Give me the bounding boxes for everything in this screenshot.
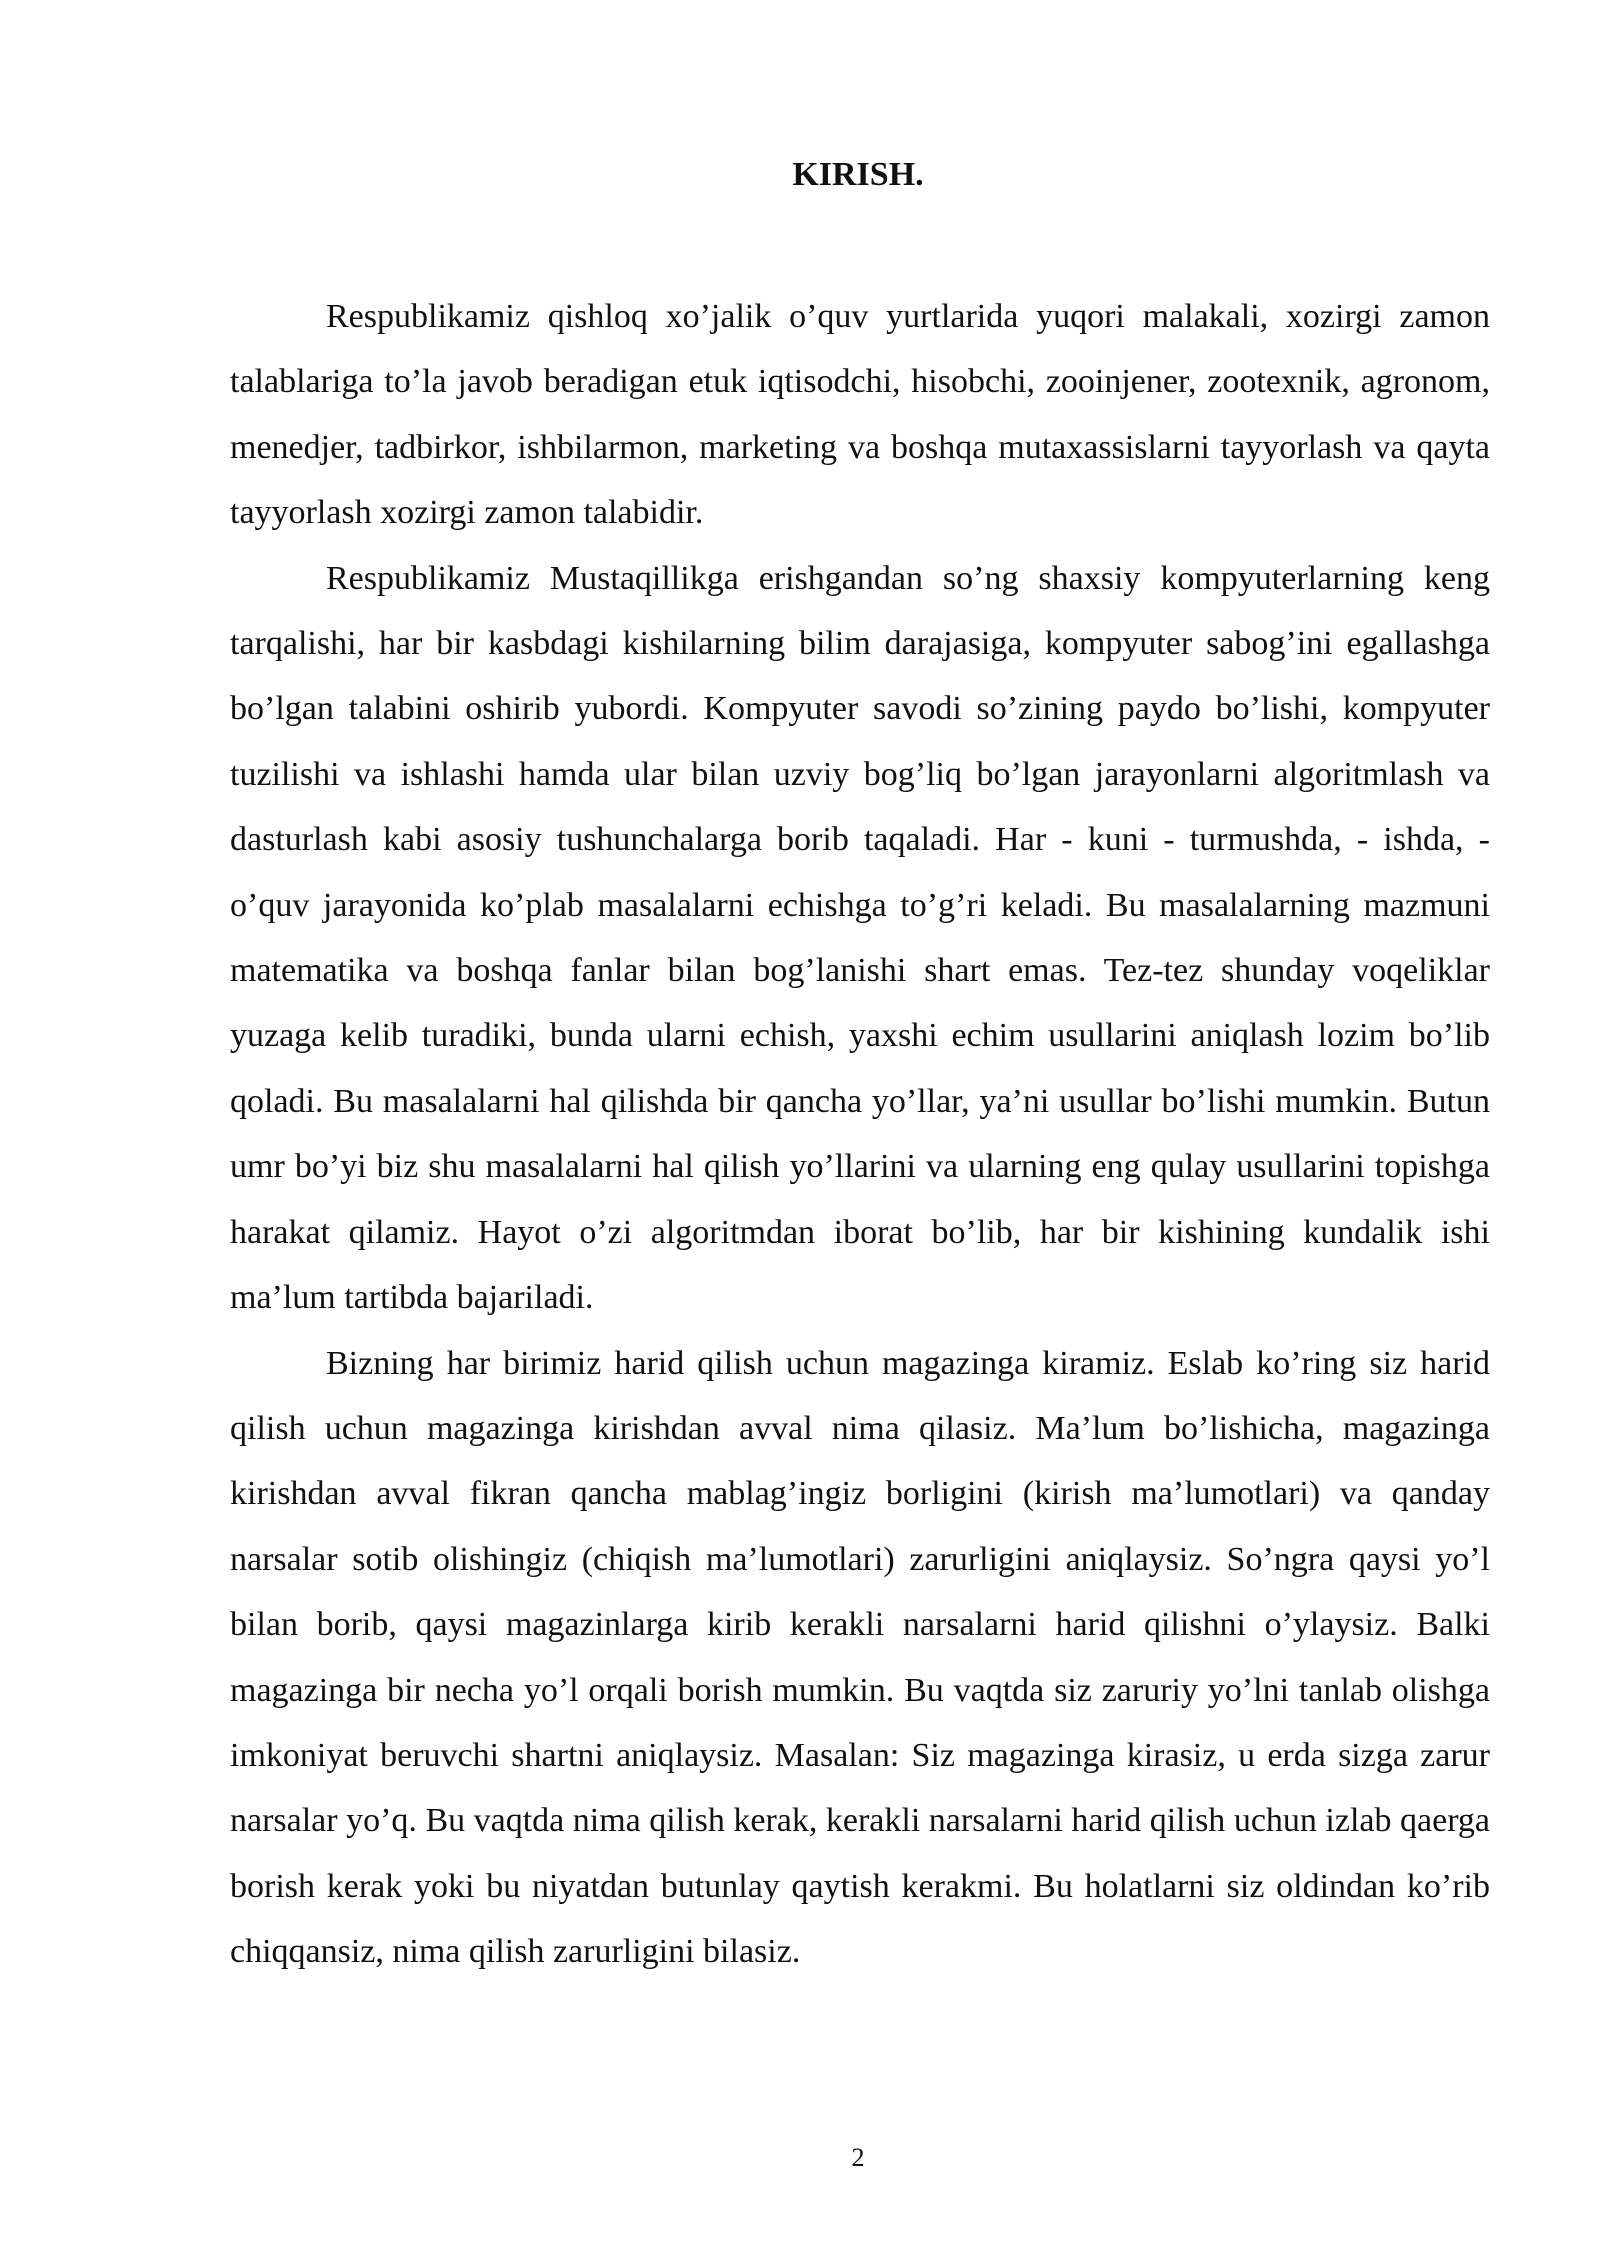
paragraph-1: Respublikamiz qishloq xo’jalik o’quv yurtlarida yuqori malakali, xozirgi zamon talablariga to’la javob beradigan etuk iqtisodchi, hisobchi, zooinjener, zootexnik, agronom, menedjer, tadbirkor, ishbilarmon, marketing va boshqa mutaxassislarni tayyorlash va qayta tayyorlash xozirgi zamon talabidir. <box>230 298 1490 532</box>
paragraph-3: Bizning har birimiz harid qilish uchun magazinga kiramiz. Eslab ko’ring siz harid qilish uchun magazinga kirishdan avval nima qilasiz. Ma’lum bo’lishicha, magazinga kirishdan avval fikran qancha mablag’ingiz borligini (kirish ma’lumotlari) va qanday narsalar sotib olishingiz (chiqish ma’lumotlari) zarurligini aniqlaysiz. So’ngra qaysi yo’l bilan borib, qaysi magazinlarga kirib kerakli narsalarni harid qilishni o’ylaysiz. Balki magazinga bir necha yo’l orqali borish mumkin. Bu vaqtda siz zaruriy yo’lni tanlab olishga imkoniyat beruvchi shartni aniqlaysiz. Masalan: Siz magazinga kirasiz, u erda sizga zarur narsalar yo’q. Bu vaqtda nima qilish kerak, kerakli narsalarni harid qilish uchun izlab qaerga borish kerak yoki bu niyatdan butunlay qaytish kerakmi. Bu holatlarni siz oldindan ko’rib chiqqansiz, nima qilish zarurligini bilasiz. <box>230 1344 1490 1971</box>
paragraph-2: Respublikamiz Mustaqillikga erishgandan so’ng shaxsiy kompyuterlarning keng tarqalishi, har bir kasbdagi kishilarning bilim darajasiga, kompyuter sabog’ini egallashga bo’lgan talabini oshirib yubordi. Kompyuter savodi so’zining paydo bo’lishi, kompyuter tuzilishi va ishlashi hamda ular bilan uzviy bog’liq bo’lgan jarayonlarni algoritmlash va dasturlash kabi asosiy tushunchalarga borib taqaladi. Har - kuni - turmushda, - ishda, - o’quv jarayonida ko’plab masalalarni echishga to’g’ri keladi. Bu masalalarning mazmuni matematika va boshqa fanlar bilan bog’lanishi shart emas. Tez-tez shunday voqeliklar yuzaga kelib turadiki, bunda ularni echish, yaxshi echim usullarini aniqlash lozim bo’lib qoladi. Bu masalalarni hal qilishda bir qancha yo’llar, ya’ni usullar bo’lishi mumkin. Butun umr bo’yi biz shu masalalarni hal qilish yo’llarini va ularning eng qulay usullarini topishga harakat qilamiz. Hayot o’zi algoritmdan iborat bo’lib, har bir kishining kundalik ishi ma’lum tartibda bajariladi. <box>230 559 1490 1317</box>
page-number: 2 <box>851 2143 865 2172</box>
page-title: KIRISH. <box>792 156 924 193</box>
document-body <box>230 284 1490 1985</box>
